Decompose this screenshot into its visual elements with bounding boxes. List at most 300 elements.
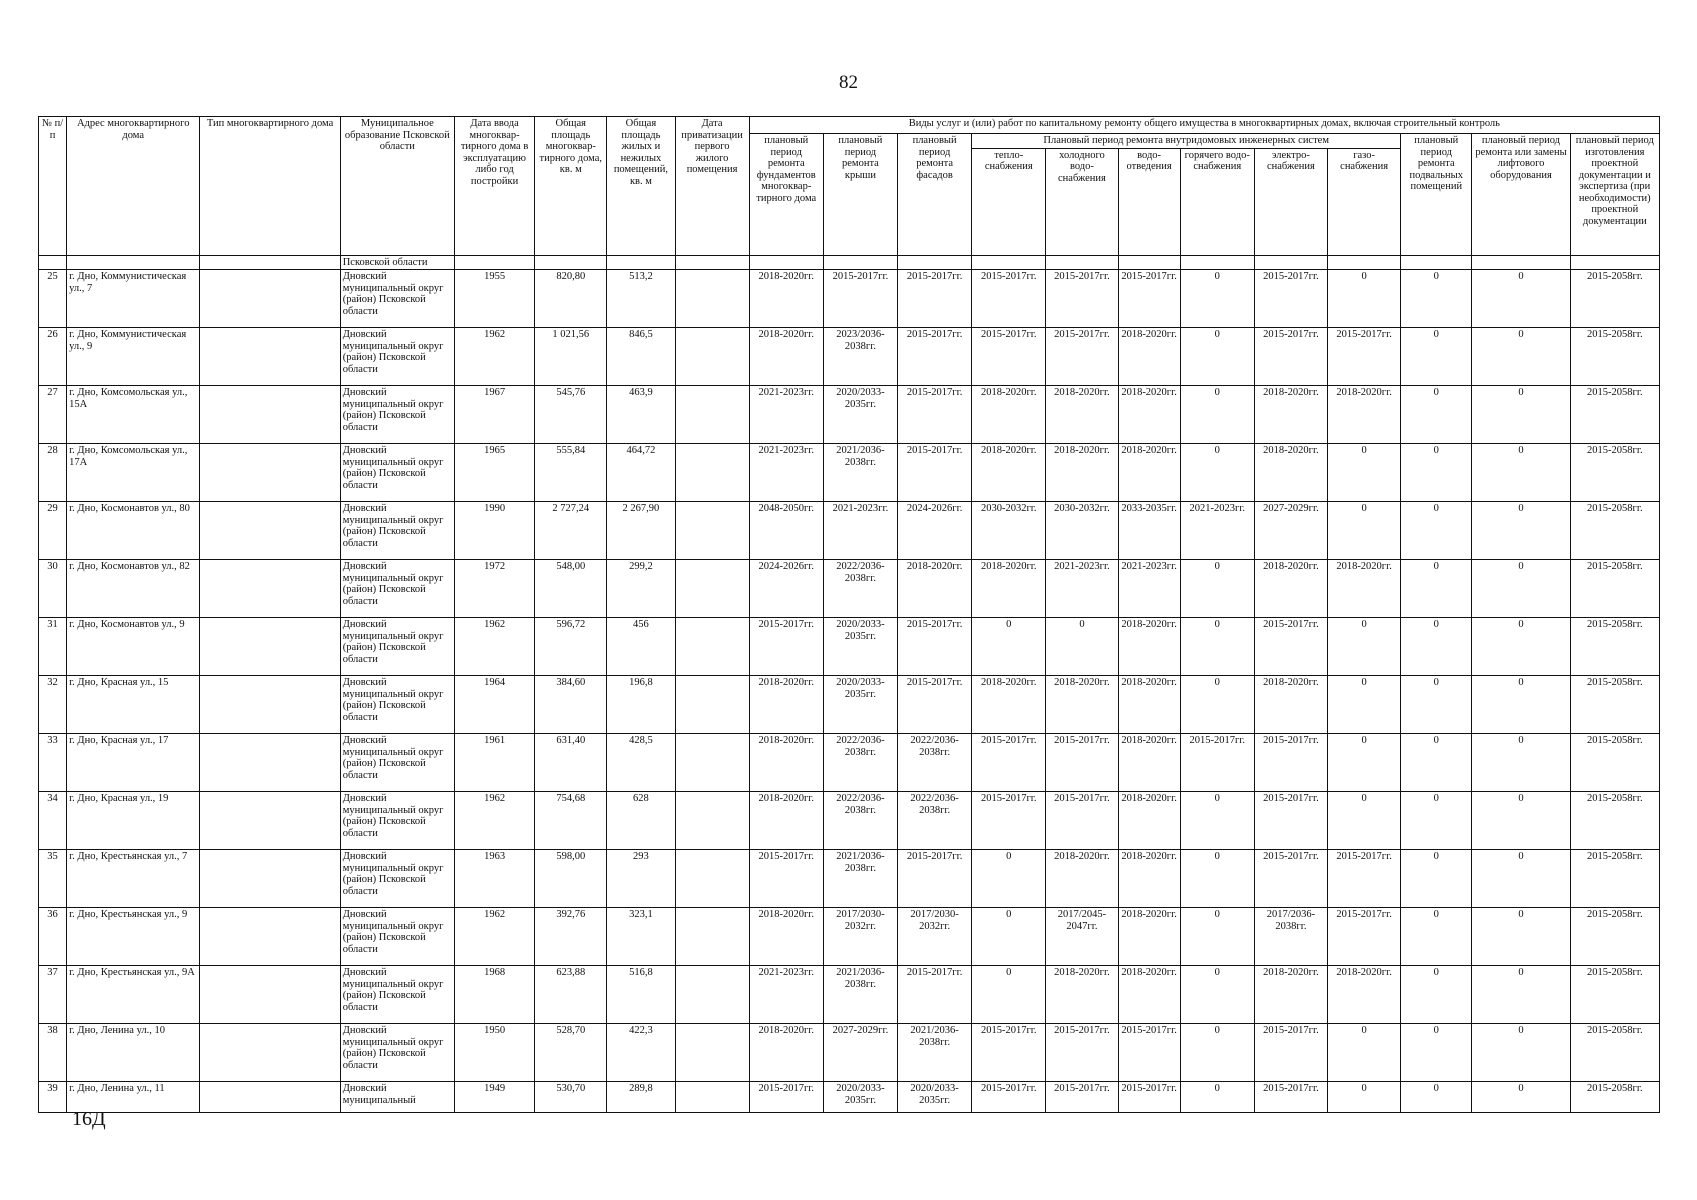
heat-cell: 2015-2017гг. (972, 1082, 1046, 1113)
foundation-cell: 2018-2020гг. (749, 908, 823, 966)
roof-cell: 2023/2036-2038гг. (823, 328, 897, 386)
heat-cell: 0 (972, 908, 1046, 966)
municipality-cell: Дновский муниципальный (340, 1082, 454, 1113)
type-cell (200, 1024, 340, 1082)
drainage-cell: 2015-2017гг. (1118, 1024, 1180, 1082)
roof-cell: 2015-2017гг. (823, 270, 897, 328)
basement-cell: 0 (1401, 908, 1472, 966)
cold-water-cell: 2015-2017гг. (1046, 1024, 1118, 1082)
capital-repair-table (38, 116, 1660, 1113)
basement-cell: 0 (1401, 966, 1472, 1024)
heat-cell: 0 (972, 618, 1046, 676)
year-cell: 1962 (454, 792, 534, 850)
municipality-cell: Дновский муниципальный округ (район) Псковской области (340, 966, 454, 1024)
total-area-cell: 596,72 (535, 618, 607, 676)
table-row (39, 850, 1660, 908)
facade-cell: 2021/2036-2038гг. (898, 1024, 972, 1082)
type-cell (200, 444, 340, 502)
hot-water-cell: 0 (1180, 792, 1254, 850)
basement-cell: 0 (1401, 1082, 1472, 1113)
basement-cell: 0 (1401, 270, 1472, 328)
type-cell (200, 1082, 340, 1113)
address-cell: г. Дно, Космонавтов ул., 82 (67, 560, 200, 618)
header-roof: плановый период ремонта крыши (823, 134, 897, 256)
hot-water-cell: 0 (1180, 386, 1254, 444)
foundation-cell: 2024-2026гг. (749, 560, 823, 618)
table-row (39, 560, 1660, 618)
year-cell: 1965 (454, 444, 534, 502)
row-number: 30 (39, 560, 67, 618)
year-cell: 1962 (454, 328, 534, 386)
header-address: Адрес многоквартирного дома (67, 117, 200, 256)
elevator-cell: 0 (1472, 908, 1570, 966)
header-num: № п/п (39, 117, 67, 256)
table-row (39, 444, 1660, 502)
drainage-cell: 2018-2020гг. (1118, 618, 1180, 676)
address-cell: г. Дно, Коммунистическая ул., 9 (67, 328, 200, 386)
table-row (39, 386, 1660, 444)
elevator-cell: 0 (1472, 1024, 1570, 1082)
address-cell: г. Дно, Красная ул., 15 (67, 676, 200, 734)
municipality-cell: Дновский муниципальный округ (район) Псковской области (340, 444, 454, 502)
cold-water-cell: 2018-2020гг. (1046, 676, 1118, 734)
premises-area-cell: 513,2 (607, 270, 675, 328)
elevator-cell: 0 (1472, 792, 1570, 850)
privatization-cell (675, 850, 749, 908)
address-cell: г. Дно, Крестьянская ул., 9А (67, 966, 200, 1024)
header-hot-water: горячего водо-снабжения (1180, 148, 1254, 255)
cold-water-cell: 2018-2020гг. (1046, 444, 1118, 502)
electricity-cell: 2015-2017гг. (1254, 1082, 1327, 1113)
design-docs-cell: 2015-2058гг. (1570, 734, 1659, 792)
premises-area-cell: 628 (607, 792, 675, 850)
facade-cell: 2017/2030-2032гг. (898, 908, 972, 966)
year-cell: 1964 (454, 676, 534, 734)
facade-cell: 2015-2017гг. (898, 386, 972, 444)
electricity-cell: 2018-2020гг. (1254, 444, 1327, 502)
electricity-cell: 2018-2020гг. (1254, 386, 1327, 444)
row-number: 38 (39, 1024, 67, 1082)
foundation-cell: 2015-2017гг. (749, 618, 823, 676)
hot-water-cell: 0 (1180, 1024, 1254, 1082)
facade-cell: 2020/2033-2035гг. (898, 1082, 972, 1113)
year-cell: 1972 (454, 560, 534, 618)
electricity-cell: 2015-2017гг. (1254, 792, 1327, 850)
total-area-cell: 2 727,24 (535, 502, 607, 560)
table-row (39, 328, 1660, 386)
header-drainage: водо-отведения (1118, 148, 1180, 255)
cold-water-cell: 2015-2017гг. (1046, 792, 1118, 850)
table-row (39, 734, 1660, 792)
table-row (39, 270, 1660, 328)
year-cell: 1990 (454, 502, 534, 560)
electricity-cell: 2015-2017гг. (1254, 270, 1327, 328)
cold-water-cell: 2021-2023гг. (1046, 560, 1118, 618)
table-row (39, 676, 1660, 734)
cold-water-cell: 2018-2020гг. (1046, 386, 1118, 444)
basement-cell: 0 (1401, 1024, 1472, 1082)
year-cell: 1961 (454, 734, 534, 792)
design-docs-cell: 2015-2058гг. (1570, 328, 1659, 386)
foundation-cell: 2018-2020гг. (749, 1024, 823, 1082)
type-cell (200, 328, 340, 386)
hot-water-cell: 0 (1180, 850, 1254, 908)
type-cell (200, 676, 340, 734)
drainage-cell: 2021-2023гг. (1118, 560, 1180, 618)
facade-cell: 2022/2036-2038гг. (898, 792, 972, 850)
year-cell: 1949 (454, 1082, 534, 1113)
elevator-cell: 0 (1472, 850, 1570, 908)
header-total-area: Общая площадь многоквар-тирного дома, кв. м (535, 117, 607, 256)
type-cell (200, 908, 340, 966)
municipality-cell: Дновский муниципальный округ (район) Псковской области (340, 1024, 454, 1082)
design-docs-cell: 2015-2058гг. (1570, 444, 1659, 502)
facade-cell: 2015-2017гг. (898, 328, 972, 386)
privatization-cell (675, 966, 749, 1024)
drainage-cell: 2018-2020гг. (1118, 444, 1180, 502)
gas-cell: 0 (1328, 734, 1401, 792)
cold-water-cell: 2018-2020гг. (1046, 966, 1118, 1024)
facade-cell: 2015-2017гг. (898, 444, 972, 502)
foundation-cell: 2018-2020гг. (749, 792, 823, 850)
total-area-cell: 384,60 (535, 676, 607, 734)
roof-cell: 2020/2033-2035гг. (823, 386, 897, 444)
cold-water-cell: 2015-2017гг. (1046, 270, 1118, 328)
gas-cell: 2018-2020гг. (1328, 386, 1401, 444)
hot-water-cell: 0 (1180, 560, 1254, 618)
type-cell (200, 734, 340, 792)
header-design-docs: плановый период изготовления проектной документации и экспертиза (при необходимости) проектной документации (1570, 134, 1659, 256)
electricity-cell: 2015-2017гг. (1254, 328, 1327, 386)
premises-area-cell: 428,5 (607, 734, 675, 792)
premises-area-cell: 293 (607, 850, 675, 908)
row-number: 34 (39, 792, 67, 850)
elevator-cell: 0 (1472, 1082, 1570, 1113)
header-type: Тип многоквартирного дома (200, 117, 340, 256)
row-number: 26 (39, 328, 67, 386)
header-gas: газо-снабжения (1328, 148, 1401, 255)
roof-cell: 2020/2033-2035гг. (823, 618, 897, 676)
address-cell: г. Дно, Ленина ул., 10 (67, 1024, 200, 1082)
total-area-cell: 548,00 (535, 560, 607, 618)
drainage-cell: 2018-2020гг. (1118, 966, 1180, 1024)
type-cell (200, 850, 340, 908)
total-area-cell: 631,40 (535, 734, 607, 792)
row-number: 28 (39, 444, 67, 502)
year-cell: 1955 (454, 270, 534, 328)
type-cell (200, 618, 340, 676)
address-cell: г. Дно, Ленина ул., 11 (67, 1082, 200, 1113)
gas-cell: 0 (1328, 676, 1401, 734)
address-cell: г. Дно, Крестьянская ул., 7 (67, 850, 200, 908)
roof-cell: 2021/2036-2038гг. (823, 850, 897, 908)
total-area-cell: 598,00 (535, 850, 607, 908)
year-cell: 1968 (454, 966, 534, 1024)
elevator-cell: 0 (1472, 328, 1570, 386)
cold-water-cell: 2017/2045-2047гг. (1046, 908, 1118, 966)
cold-water-cell: 0 (1046, 618, 1118, 676)
premises-area-cell: 516,8 (607, 966, 675, 1024)
gas-cell: 0 (1328, 270, 1401, 328)
page-number: 82 (839, 72, 858, 93)
premises-area-cell: 463,9 (607, 386, 675, 444)
header-services-group: Виды услуг и (или) работ по капитальному ремонту общего имущества в многоквартирных домах, включая строительный контроль (749, 117, 1659, 134)
municipality-cell: Дновский муниципальный округ (район) Псковской области (340, 502, 454, 560)
roof-cell: 2021-2023гг. (823, 502, 897, 560)
gas-cell: 0 (1328, 444, 1401, 502)
municipality-cell: Дновский муниципальный округ (район) Псковской области (340, 850, 454, 908)
total-area-cell: 545,76 (535, 386, 607, 444)
premises-area-cell: 323,1 (607, 908, 675, 966)
address-cell: г. Дно, Крестьянская ул., 9 (67, 908, 200, 966)
type-cell (200, 792, 340, 850)
roof-cell: 2021/2036-2038гг. (823, 444, 897, 502)
year-cell: 1962 (454, 908, 534, 966)
row-number: 33 (39, 734, 67, 792)
roof-cell: 2022/2036-2038гг. (823, 792, 897, 850)
elevator-cell: 0 (1472, 676, 1570, 734)
heat-cell: 2018-2020гг. (972, 560, 1046, 618)
design-docs-cell: 2015-2058гг. (1570, 502, 1659, 560)
cold-water-cell: 2015-2017гг. (1046, 1082, 1118, 1113)
type-cell (200, 560, 340, 618)
table-row (39, 908, 1660, 966)
drainage-cell: 2018-2020гг. (1118, 734, 1180, 792)
row-number: 36 (39, 908, 67, 966)
electricity-cell: 2015-2017гг. (1254, 850, 1327, 908)
header-privatization-date: Дата приватизации первого жилого помещения (675, 117, 749, 256)
table-row (39, 502, 1660, 560)
hot-water-cell: 0 (1180, 618, 1254, 676)
address-cell: г. Дно, Красная ул., 17 (67, 734, 200, 792)
year-cell: 1962 (454, 618, 534, 676)
electricity-cell: 2015-2017гг. (1254, 618, 1327, 676)
elevator-cell: 0 (1472, 386, 1570, 444)
design-docs-cell: 2015-2058гг. (1570, 1024, 1659, 1082)
total-area-cell: 528,70 (535, 1024, 607, 1082)
privatization-cell (675, 908, 749, 966)
heat-cell: 2018-2020гг. (972, 676, 1046, 734)
foundation-cell: 2018-2020гг. (749, 676, 823, 734)
privatization-cell (675, 676, 749, 734)
premises-area-cell: 422,3 (607, 1024, 675, 1082)
row-number: 37 (39, 966, 67, 1024)
type-cell (200, 270, 340, 328)
foundation-cell: 2021-2023гг. (749, 386, 823, 444)
address-cell: г. Дно, Красная ул., 19 (67, 792, 200, 850)
basement-cell: 0 (1401, 618, 1472, 676)
municipality-cell: Дновский муниципальный округ (район) Псковской области (340, 792, 454, 850)
document-stamp: 16Д (72, 1108, 106, 1130)
electricity-cell: 2018-2020гг. (1254, 676, 1327, 734)
drainage-cell: 2015-2017гг. (1118, 1082, 1180, 1113)
gas-cell: 2015-2017гг. (1328, 850, 1401, 908)
heat-cell: 0 (972, 966, 1046, 1024)
electricity-cell: 2018-2020гг. (1254, 560, 1327, 618)
design-docs-cell: 2015-2058гг. (1570, 966, 1659, 1024)
gas-cell: 0 (1328, 1024, 1401, 1082)
cold-water-cell: 2030-2032гг. (1046, 502, 1118, 560)
gas-cell: 2015-2017гг. (1328, 328, 1401, 386)
roof-cell: 2022/2036-2038гг. (823, 560, 897, 618)
roof-cell: 2017/2030-2032гг. (823, 908, 897, 966)
facade-cell: 2015-2017гг. (898, 618, 972, 676)
roof-cell: 2021/2036-2038гг. (823, 966, 897, 1024)
roof-cell: 2027-2029гг. (823, 1024, 897, 1082)
total-area-cell: 754,68 (535, 792, 607, 850)
heat-cell: 2015-2017гг. (972, 734, 1046, 792)
hot-water-cell: 0 (1180, 1082, 1254, 1113)
address-cell: г. Дно, Комсомольская ул., 17А (67, 444, 200, 502)
type-cell (200, 386, 340, 444)
electricity-cell: 2015-2017гг. (1254, 734, 1327, 792)
privatization-cell (675, 444, 749, 502)
address-cell: г. Дно, Коммунистическая ул., 7 (67, 270, 200, 328)
premises-area-cell: 196,8 (607, 676, 675, 734)
privatization-cell (675, 1024, 749, 1082)
header-foundation: плановый период ремонта фундаментов многоквар-тирного дома (749, 134, 823, 256)
header-engineering-group: Плановый период ремонта внутридомовых инженерных систем (972, 134, 1401, 149)
design-docs-cell: 2015-2058гг. (1570, 560, 1659, 618)
privatization-cell (675, 386, 749, 444)
heat-cell: 2018-2020гг. (972, 444, 1046, 502)
year-cell: 1950 (454, 1024, 534, 1082)
drainage-cell: 2033-2035гг. (1118, 502, 1180, 560)
elevator-cell: 0 (1472, 444, 1570, 502)
hot-water-cell: 0 (1180, 270, 1254, 328)
drainage-cell: 2018-2020гг. (1118, 676, 1180, 734)
premises-area-cell: 299,2 (607, 560, 675, 618)
design-docs-cell: 2015-2058гг. (1570, 850, 1659, 908)
header-elevator: плановый период ремонта или замены лифтового оборудования (1472, 134, 1570, 256)
premises-area-cell: 846,5 (607, 328, 675, 386)
foundation-cell: 2015-2017гг. (749, 1082, 823, 1113)
header-electricity: электро-снабжения (1254, 148, 1327, 255)
facade-cell: 2018-2020гг. (898, 560, 972, 618)
gas-cell: 2015-2017гг. (1328, 908, 1401, 966)
elevator-cell: 0 (1472, 966, 1570, 1024)
type-cell (200, 502, 340, 560)
row-number: 25 (39, 270, 67, 328)
heat-cell: 0 (972, 850, 1046, 908)
electricity-cell: 2017/2036-2038гг. (1254, 908, 1327, 966)
basement-cell: 0 (1401, 502, 1472, 560)
privatization-cell (675, 560, 749, 618)
privatization-cell (675, 734, 749, 792)
cold-water-cell: 2015-2017гг. (1046, 734, 1118, 792)
gas-cell: 0 (1328, 1082, 1401, 1113)
heat-cell: 2015-2017гг. (972, 792, 1046, 850)
municipality-cell: Дновский муниципальный округ (район) Псковской области (340, 908, 454, 966)
premises-area-cell: 464,72 (607, 444, 675, 502)
elevator-cell: 0 (1472, 618, 1570, 676)
gas-cell: 0 (1328, 502, 1401, 560)
facade-cell: 2015-2017гг. (898, 850, 972, 908)
total-area-cell: 820,80 (535, 270, 607, 328)
total-area-cell: 623,88 (535, 966, 607, 1024)
table-row (39, 1024, 1660, 1082)
row-number: 31 (39, 618, 67, 676)
header-commission-date: Дата ввода многоквар-тирного дома в эксплуатацию либо год постройки (454, 117, 534, 256)
premises-area-cell: 456 (607, 618, 675, 676)
address-cell: г. Дно, Комсомольская ул., 15А (67, 386, 200, 444)
year-cell: 1963 (454, 850, 534, 908)
basement-cell: 0 (1401, 792, 1472, 850)
design-docs-cell: 2015-2058гг. (1570, 270, 1659, 328)
municipality-cell: Дновский муниципальный округ (район) Псковской области (340, 676, 454, 734)
facade-cell: 2015-2017гг. (898, 966, 972, 1024)
basement-cell: 0 (1401, 734, 1472, 792)
hot-water-cell: 0 (1180, 908, 1254, 966)
drainage-cell: 2018-2020гг. (1118, 850, 1180, 908)
hot-water-cell: 0 (1180, 328, 1254, 386)
gas-cell: 2018-2020гг. (1328, 966, 1401, 1024)
electricity-cell: 2018-2020гг. (1254, 966, 1327, 1024)
row-number: 27 (39, 386, 67, 444)
foundation-cell: 2018-2020гг. (749, 734, 823, 792)
roof-cell: 2022/2036-2038гг. (823, 734, 897, 792)
basement-cell: 0 (1401, 676, 1472, 734)
basement-cell: 0 (1401, 386, 1472, 444)
foundation-cell: 2015-2017гг. (749, 850, 823, 908)
gas-cell: 0 (1328, 618, 1401, 676)
row-number: 32 (39, 676, 67, 734)
header-facade: плановый период ремонта фасадов (898, 134, 972, 256)
total-area-cell: 530,70 (535, 1082, 607, 1113)
municipality-cell: Дновский муниципальный округ (район) Псковской области (340, 270, 454, 328)
heat-cell: 2015-2017гг. (972, 1024, 1046, 1082)
total-area-cell: 555,84 (535, 444, 607, 502)
basement-cell: 0 (1401, 850, 1472, 908)
electricity-cell: 2027-2029гг. (1254, 502, 1327, 560)
foundation-cell: 2018-2020гг. (749, 328, 823, 386)
table-row (39, 792, 1660, 850)
row-number: 39 (39, 1082, 67, 1113)
drainage-cell: 2018-2020гг. (1118, 386, 1180, 444)
table-row (39, 1082, 1660, 1113)
privatization-cell (675, 502, 749, 560)
header-heat: тепло-снабжения (972, 148, 1046, 255)
foundation-cell: 2021-2023гг. (749, 966, 823, 1024)
privatization-cell (675, 792, 749, 850)
carry-over-municipality: Псковской области (340, 255, 454, 270)
hot-water-cell: 2015-2017гг. (1180, 734, 1254, 792)
type-cell (200, 966, 340, 1024)
header-basement: плановый период ремонта подвальных помещений (1401, 134, 1472, 256)
cold-water-cell: 2018-2020гг. (1046, 850, 1118, 908)
facade-cell: 2024-2026гг. (898, 502, 972, 560)
address-cell: г. Дно, Космонавтов ул., 9 (67, 618, 200, 676)
row-number: 35 (39, 850, 67, 908)
municipality-cell: Дновский муниципальный округ (район) Псковской области (340, 734, 454, 792)
drainage-cell: 2018-2020гг. (1118, 908, 1180, 966)
design-docs-cell: 2015-2058гг. (1570, 1082, 1659, 1113)
municipality-cell: Дновский муниципальный округ (район) Псковской области (340, 386, 454, 444)
cold-water-cell: 2015-2017гг. (1046, 328, 1118, 386)
basement-cell: 0 (1401, 444, 1472, 502)
elevator-cell: 0 (1472, 560, 1570, 618)
municipality-cell: Дновский муниципальный округ (район) Псковской области (340, 618, 454, 676)
drainage-cell: 2015-2017гг. (1118, 270, 1180, 328)
design-docs-cell: 2015-2058гг. (1570, 792, 1659, 850)
drainage-cell: 2018-2020гг. (1118, 328, 1180, 386)
design-docs-cell: 2015-2058гг. (1570, 618, 1659, 676)
elevator-cell: 0 (1472, 270, 1570, 328)
elevator-cell: 0 (1472, 502, 1570, 560)
roof-cell: 2020/2033-2035гг. (823, 1082, 897, 1113)
header-premises-area: Общая площадь жилых и нежилых помещений, кв. м (607, 117, 675, 256)
total-area-cell: 1 021,56 (535, 328, 607, 386)
